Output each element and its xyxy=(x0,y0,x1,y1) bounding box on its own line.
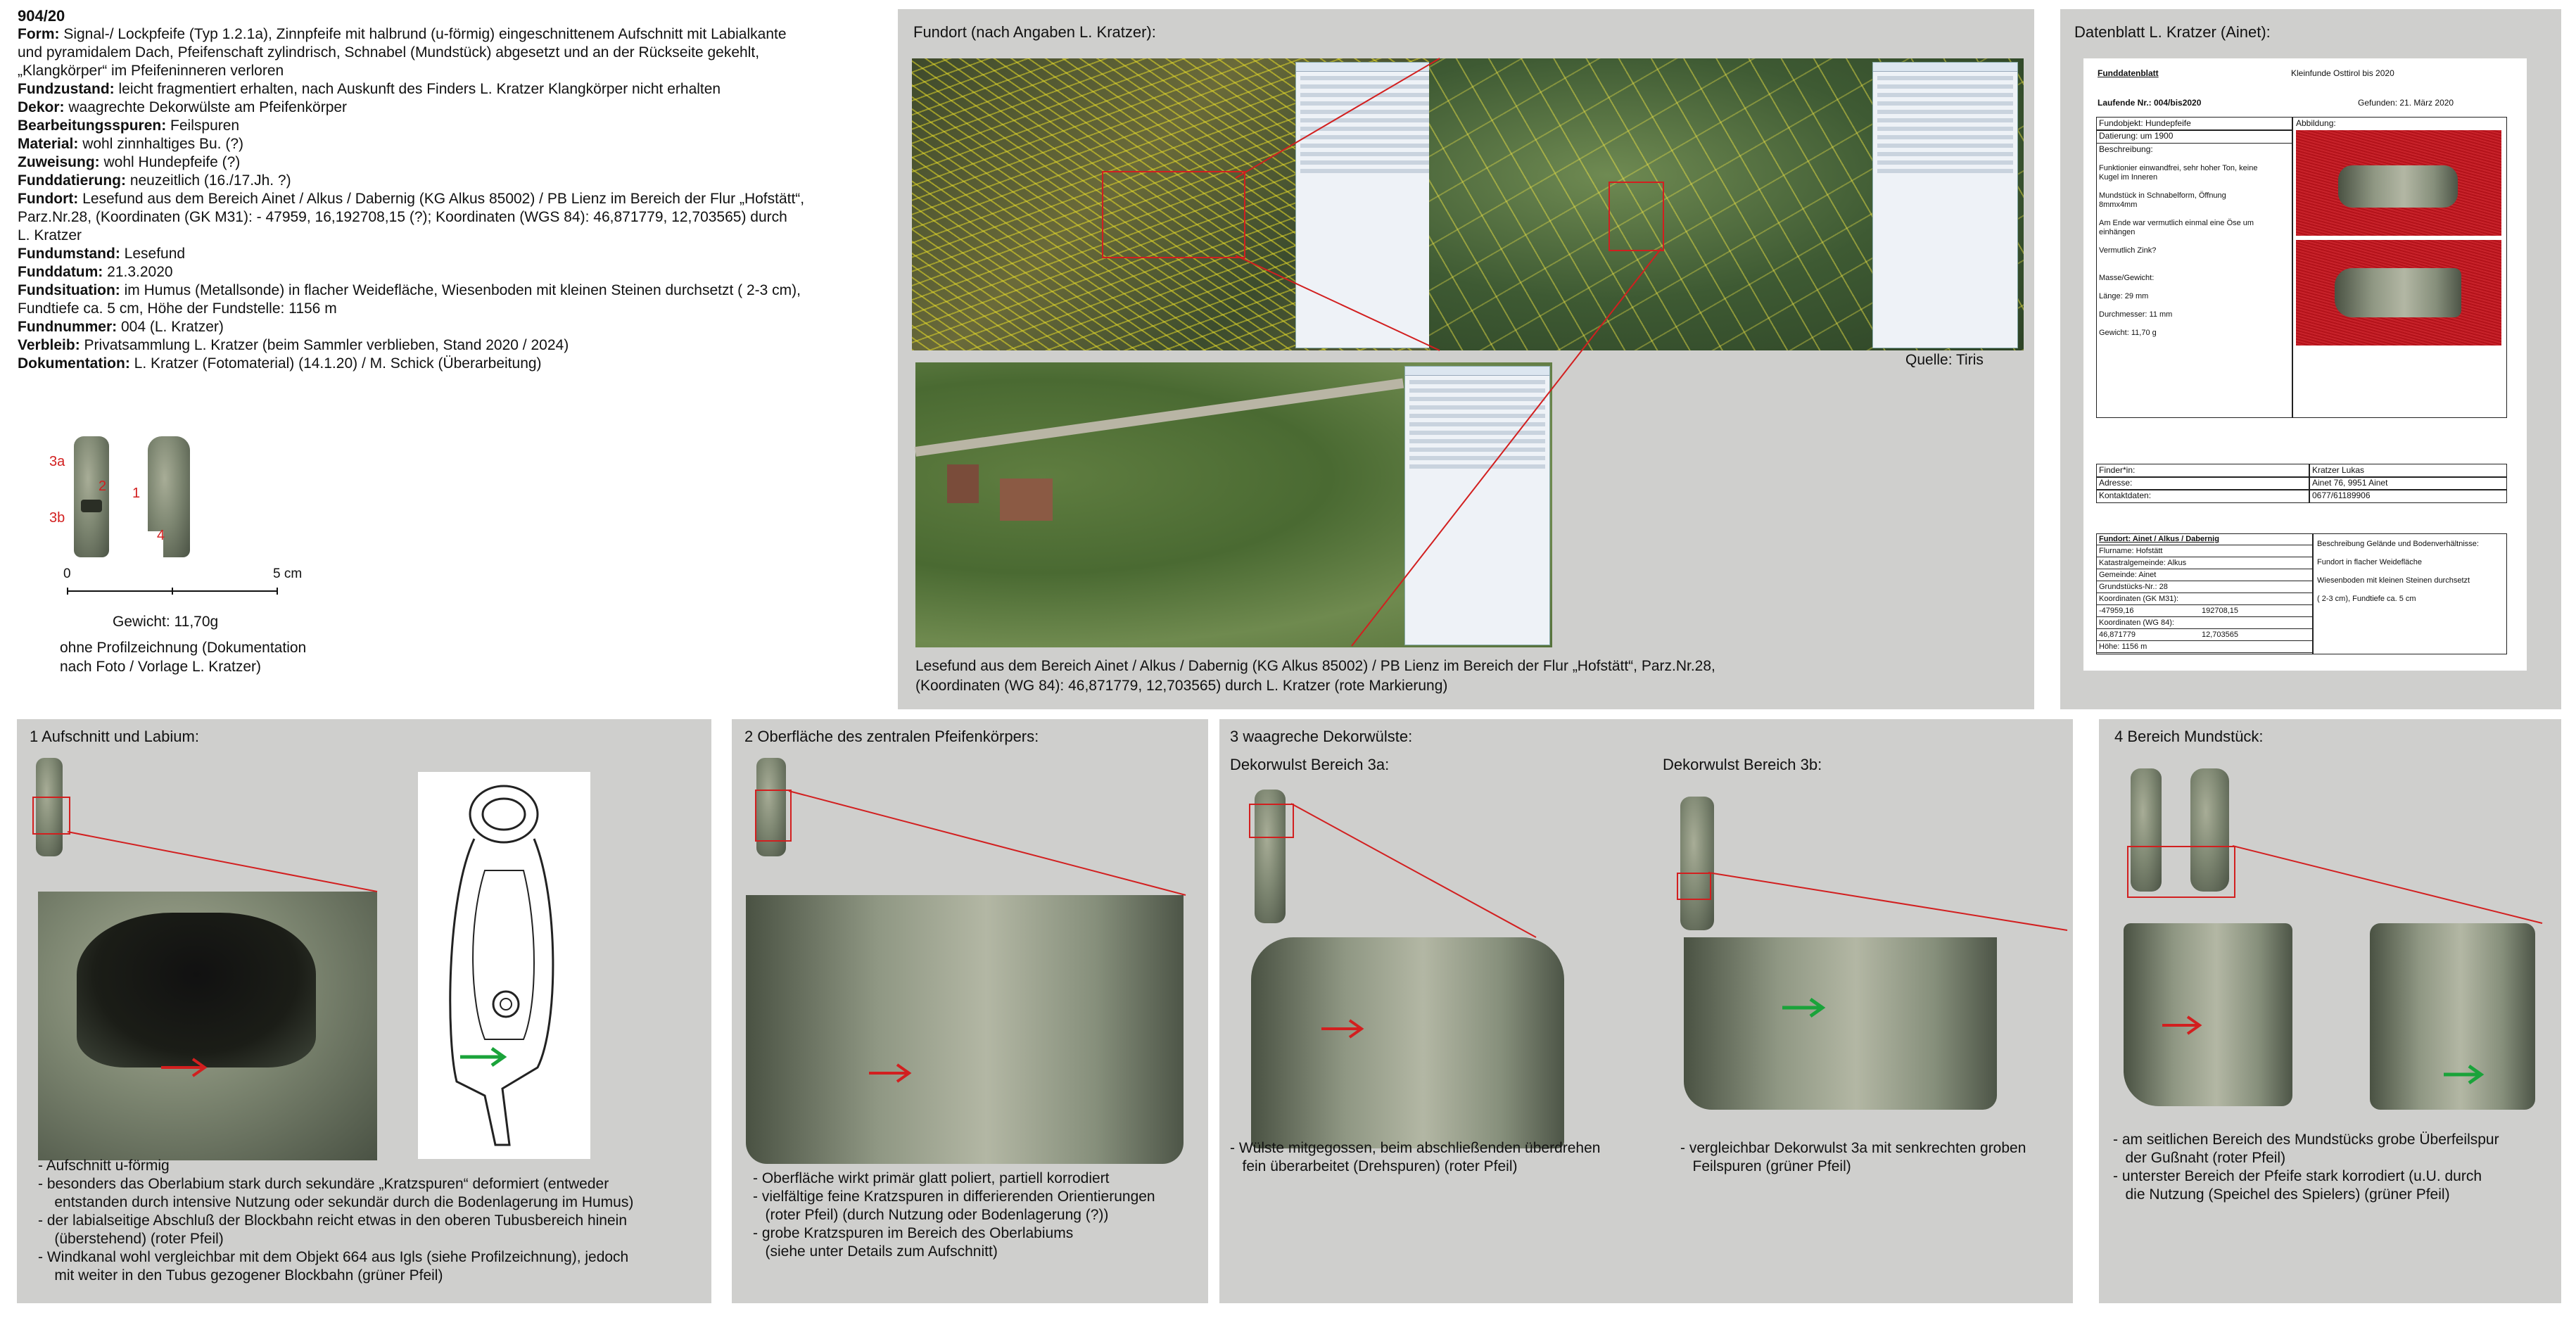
sheet-fundort-cell: 12,703565 xyxy=(2202,631,2238,639)
datenblatt-panel xyxy=(2060,9,2561,709)
sheet-desc-line: Länge: 29 mm xyxy=(2099,292,2149,300)
entry-field xyxy=(18,117,904,135)
bullet-line: - besonders das Oberlabium stark durch sekundäre „Kratzspuren“ deformiert (entweder xyxy=(38,1176,609,1192)
fundort-title: Fundort (nach Angaben L. Kratzer): xyxy=(913,23,1156,41)
entry-field xyxy=(18,263,904,281)
photo-whistle-1 xyxy=(2338,165,2458,208)
sheet-desc-line: 8mmx4mm xyxy=(2099,201,2138,209)
sheet-desc-line: Durchmesser: 11 mm xyxy=(2099,310,2173,319)
panel2-connector xyxy=(732,719,1189,902)
sheet-desc-line: einhängen xyxy=(2099,228,2136,236)
entry-field xyxy=(18,44,904,62)
bullet-line: - Wülste mitgegossen, beim abschließenden überdrehen xyxy=(1230,1140,1601,1156)
scale-bar xyxy=(67,588,278,595)
sheet-gelaende-line: Wiesenboden mit kleinen Steinen durchsetzt xyxy=(2317,576,2470,585)
sheet-fundort-cell: 46,871779 xyxy=(2099,631,2136,639)
entry-field xyxy=(18,355,904,373)
fundort-caption-1: Lesefund aus dem Bereich Ainet / Alkus / Dabernig (KG Alkus 85002) / PB Lienz im Bereich der Flur „Hofstätt“, Parz.Nr.28, xyxy=(915,658,1715,674)
bullet-line: - Windkanal wohl vergleichbar mit dem Objekt 664 aus Igls (siehe Profilzeichnung), jedoch xyxy=(38,1249,629,1265)
sheet-fundort-cell: Fundort: Ainet / Alkus / Dabernig xyxy=(2099,535,2219,543)
panel4-red-arrow xyxy=(2162,1015,2219,1036)
entry-field xyxy=(18,227,904,245)
entry-field xyxy=(18,80,904,99)
datenblatt-title: Datenblatt L. Kratzer (Ainet): xyxy=(2074,23,2271,41)
sheet-kontakt-value: 0677/61189906 xyxy=(2312,490,2371,500)
sheet-desc-line: Kugel im Inneren xyxy=(2099,173,2158,182)
entry-field-value: waagrechte Dekorwülste am Pfeifenkörper xyxy=(68,99,348,115)
entry-field-label: Verbleib: xyxy=(18,337,84,353)
sheet-fundort-cell: Grundstücks-Nr.: 28 xyxy=(2099,583,2168,591)
panel3-title: 3 waagreche Dekorwülste: xyxy=(1230,728,1413,745)
entry-field-label: Fundsituation: xyxy=(18,282,125,298)
sheet-fundort-row xyxy=(2096,593,2312,605)
profile-drawing-igls xyxy=(418,772,590,1159)
sheet-desc-line xyxy=(2099,283,2289,292)
bullet-line: Feilspuren (grüner Pfeil) xyxy=(1680,1158,1851,1174)
bullet-line: entstanden durch intensive Nutzung oder sekundär durch die Bodenlagerung im Humus) xyxy=(38,1194,634,1210)
panel3-sub-b: Dekorwulst Bereich 3b: xyxy=(1663,756,1822,773)
entry-field-label: Fundzustand: xyxy=(18,81,119,97)
panel4-green-arrow xyxy=(2444,1064,2500,1085)
panel-oberflaeche xyxy=(732,719,1208,1303)
entry-field-value: wohl Hundepfeife (?) xyxy=(103,154,241,170)
entry-field xyxy=(18,281,904,300)
sheet-fundort-row xyxy=(2096,581,2312,593)
entry-field xyxy=(18,99,904,117)
bullet-line: - grobe Kratzspuren im Bereich des Oberlabiums xyxy=(753,1225,1074,1241)
panel1-red-arrow xyxy=(161,1057,217,1078)
entry-field xyxy=(18,208,904,227)
sheet-datierung: Datierung: um 1900 xyxy=(2099,131,2174,141)
panel3-sub-a: Dekorwulst Bereich 3a: xyxy=(1230,756,1390,773)
sheet-fundort-cell: Flurname: Hofstätt xyxy=(2099,547,2163,555)
panel2-bullets xyxy=(753,1170,1155,1261)
entry-field xyxy=(18,25,904,44)
sheet-fundort-row xyxy=(2096,533,2312,545)
sheet-fundort-row xyxy=(2096,569,2312,581)
whistle-front-view xyxy=(74,436,109,557)
label-3b: 3b xyxy=(49,510,65,526)
map-connector-lines xyxy=(898,9,2034,709)
bullet-line: der Gußnaht (roter Pfeil) xyxy=(2113,1150,2286,1166)
whistle-opening xyxy=(81,500,102,512)
data-sheet xyxy=(2083,58,2527,671)
panel1-detail-photo xyxy=(38,892,377,1160)
bullet-line: die Nutzung (Speichel des Spielers) (grüner Pfeil) xyxy=(2113,1186,2450,1203)
panel1-bullets xyxy=(38,1157,633,1285)
entry-field-value: L. Kratzer xyxy=(18,227,82,243)
entry-fields xyxy=(18,25,904,373)
sheet-photo-1 xyxy=(2296,130,2501,236)
aufschnitt-opening xyxy=(77,913,316,1067)
sheet-desc-line: Am Ende war vermutlich einmal eine Öse um xyxy=(2099,219,2254,227)
sheet-fundort-cell: Höhe: 1156 m xyxy=(2099,642,2147,651)
drawing-note-2: nach Foto / Vorlage L. Kratzer) xyxy=(60,659,261,675)
sheet-fundort-row xyxy=(2096,617,2312,629)
entry-field xyxy=(18,153,904,172)
panel2-red-arrow xyxy=(869,1063,925,1084)
sheet-desc-line xyxy=(2099,301,2289,310)
sheet-head-center: Kleinfunde Osttirol bis 2020 xyxy=(2291,68,2394,78)
bullet-line: - am seitlichen Bereich des Mundstücks grobe Überfeilspur xyxy=(2113,1132,2499,1148)
sheet-fundort-cell: Katastralgemeinde: Alkus xyxy=(2099,559,2187,567)
sheet-adresse-label: Adresse: xyxy=(2099,478,2133,488)
sheet-gelaende-line: Beschreibung Gelände und Bodenverhältnisse: xyxy=(2317,540,2479,548)
sheet-desc-line: Mundstück in Schnabelform, Öffnung xyxy=(2099,191,2226,200)
entry-field-label: Dekor: xyxy=(18,99,69,115)
sheet-desc-line: Funktionier einwandfrei, sehr hoher Ton, keine xyxy=(2099,164,2258,172)
entry-field-value: Parz.Nr.28, (Koordinaten (GK M31): - 47959, 16,192708,15 (?); Koordinaten (WGS 84): 46,871779, 12,703565) durch xyxy=(18,209,787,225)
sheet-fundort-cell: Koordinaten (GK M31): xyxy=(2099,595,2179,603)
entry-field-label: Fundumstand: xyxy=(18,246,125,262)
entry-field-label: Fundnummer: xyxy=(18,319,121,335)
panel4-title: 4 Bereich Mundstück: xyxy=(2114,728,2264,745)
panel4-bullets xyxy=(2113,1131,2499,1204)
sheet-description xyxy=(2099,164,2289,338)
bullet-line: - unterster Bereich der Pfeife stark korrodiert (u.U. durch xyxy=(2113,1168,2482,1184)
bullet-line: - Aufschnitt u-förmig xyxy=(38,1158,170,1174)
sheet-finder-value: Kratzer Lukas xyxy=(2312,465,2365,475)
entry-field-value: im Humus (Metallsonde) in flacher Weidefläche, Wiesenboden mit kleinen Steinen durchsetzt ( 2-3 cm), xyxy=(124,282,801,298)
sheet-fundort-cell: Gemeinde: Ainet xyxy=(2099,571,2157,579)
sheet-fundort-rows xyxy=(2096,533,2312,653)
sheet-fundobjekt: Fundobjekt: Hundepfeife xyxy=(2099,118,2191,128)
bullet-line: fein überarbeitet (Drehspuren) (roter Pfeil) xyxy=(1230,1158,1518,1174)
entry-field-label: Zuweisung: xyxy=(18,154,104,170)
panel-mundstueck xyxy=(2099,719,2561,1303)
sheet-gefunden: Gefunden: 21. März 2020 xyxy=(2358,98,2454,108)
entry-field-label: Funddatum: xyxy=(18,264,108,280)
sheet-gelaende-line: Fundort in flacher Weidefläche xyxy=(2317,558,2422,566)
scale-zero: 0 xyxy=(63,566,71,581)
photo-whistle-2 xyxy=(2335,268,2461,317)
map-source: Quelle: Tiris xyxy=(1905,352,1984,368)
entry-field-value: und pyramidalem Dach, Pfeifenschaft zylindrisch, Schnabel (Mundstück) abgesetzt und an der Rückseite gekehlt, xyxy=(18,44,760,61)
sheet-fundort-row xyxy=(2096,629,2312,641)
weight: Gewicht: 11,70g xyxy=(113,614,219,630)
panel-aufschnitt xyxy=(17,719,711,1303)
fundort-panel xyxy=(898,9,2034,709)
profile-drawing-svg xyxy=(418,772,590,1159)
bullet-line: - vielfältige feine Kratzspuren in differierenden Orientierungen xyxy=(753,1189,1155,1205)
label-3a: 3a xyxy=(49,454,65,469)
entry-field-value: Lesefund xyxy=(124,246,186,262)
entry-field-value: leicht fragmentiert erhalten, nach Auskunft des Finders L. Kratzer Klangkörper nicht erhalten xyxy=(118,81,721,97)
sheet-fundort-cell: 192708,15 xyxy=(2202,607,2238,615)
sheet-desc-line xyxy=(2099,237,2289,246)
entry-field-value: „Klangkörper“ im Pfeifeninneren verloren xyxy=(18,63,284,79)
entry-field xyxy=(18,336,904,355)
panel1-title: 1 Aufschnitt und Labium: xyxy=(30,728,199,745)
entry-field-value: neuzeitlich (16./17.Jh. ?) xyxy=(129,172,291,189)
entry-field-value: Privatsammlung L. Kratzer (beim Sammler verblieben, Stand 2020 / 2024) xyxy=(84,337,569,353)
sheet-desc-line: Gewicht: 11,70 g xyxy=(2099,329,2157,337)
sheet-fundort-row xyxy=(2096,545,2312,557)
sheet-abbildung: Abbildung: xyxy=(2296,118,2336,128)
sheet-gelaende-line: ( 2-3 cm), Fundtiefe ca. 5 cm xyxy=(2317,595,2416,603)
entry-field-value: 004 (L. Kratzer) xyxy=(121,319,224,335)
entry-field-value: Fundtiefe ca. 5 cm, Höhe der Fundstelle: 1156 m xyxy=(18,300,337,317)
panel3b-green-arrow xyxy=(1782,997,1839,1018)
sheet-desc-line xyxy=(2099,182,2289,191)
sheet-gelaende-line xyxy=(2317,549,2500,558)
panel3a-bullets xyxy=(1230,1139,1600,1176)
drawing-note-1: ohne Profilzeichnung (Dokumentation xyxy=(60,640,307,656)
entry-field-label: Fundort: xyxy=(18,191,83,207)
entry-field xyxy=(18,318,904,336)
panel4-connector xyxy=(2099,719,2561,944)
sheet-desc-line xyxy=(2099,210,2289,219)
panel3b-connector xyxy=(1219,719,2073,944)
entry-field-label: Dokumentation: xyxy=(18,355,134,372)
panel3a-detail-photo xyxy=(1251,937,1564,1148)
sheet-fundort-cell: Koordinaten (WG 84): xyxy=(2099,619,2174,627)
sheet-kontakt-label: Kontaktdaten: xyxy=(2099,490,2152,500)
label-1: 1 xyxy=(132,486,141,501)
catalogue-entry xyxy=(18,7,904,373)
sheet-fundort-row xyxy=(2096,557,2312,569)
entry-field-value: Signal-/ Lockpfeife (Typ 1.2.1a), Zinnpfeife mit halbrund (u-förmig) eingeschnittenem Aufschnitt mit Labialkante xyxy=(63,26,787,42)
panel3b-detail-photo xyxy=(1684,937,1997,1110)
bullet-line: - Oberfläche wirkt primär glatt poliert, partiell korrodiert xyxy=(753,1170,1110,1186)
bullet-line: (roter Pfeil) (durch Nutzung oder Bodenlagerung (?)) xyxy=(753,1207,1109,1223)
sheet-gelaende-line xyxy=(2317,567,2500,576)
panel3a-red-arrow xyxy=(1321,1018,1378,1039)
sheet-desc-line: Masse/Gewicht: xyxy=(2099,274,2155,282)
entry-field xyxy=(18,245,904,263)
label-4: 4 xyxy=(157,528,165,543)
sheet-beschreibung: Beschreibung: xyxy=(2099,144,2153,154)
entry-field-label: Form: xyxy=(18,26,64,42)
scale-five: 5 cm xyxy=(273,566,303,581)
entry-field-value: wohl zinnhaltiges Bu. (?) xyxy=(82,136,243,152)
sheet-finder-label: Finder*in: xyxy=(2099,465,2136,475)
sheet-fundort-row xyxy=(2096,641,2312,653)
sheet-laufende: Laufende Nr.: 004/bis2020 xyxy=(2098,98,2202,108)
entry-field-value: Lesefund aus dem Bereich Ainet / Alkus / Dabernig (KG Alkus 85002) / PB Lienz im Bereich der Flur „Hofstätt“, xyxy=(82,191,805,207)
entry-field xyxy=(18,62,904,80)
object-figure xyxy=(42,433,338,686)
panel2-title: 2 Oberfläche des zentralen Pfeifenkörpers: xyxy=(744,728,1039,745)
entry-field-label: Material: xyxy=(18,136,83,152)
sheet-desc-line xyxy=(2099,265,2289,274)
sheet-head-left: Funddatenblatt xyxy=(2098,68,2159,78)
entry-field xyxy=(18,300,904,318)
label-2: 2 xyxy=(99,479,107,494)
bullet-line: mit weiter in den Tubus gezogener Blockbahn (grüner Pfeil) xyxy=(38,1267,443,1284)
sheet-photo-2 xyxy=(2296,240,2501,346)
entry-field-value: L. Kratzer (Fotomaterial) (14.1.20) / M. Schick (Überarbeitung) xyxy=(134,355,542,372)
sheet-gelaende xyxy=(2317,540,2500,604)
bullet-line: - vergleichbar Dekorwulst 3a mit senkrechten groben xyxy=(1680,1140,2026,1156)
sheet-desc-line xyxy=(2099,319,2289,329)
sheet-fundort-row xyxy=(2096,605,2312,617)
sheet-fundort-cell: -47959,16 xyxy=(2099,607,2134,615)
entry-id: 904/20 xyxy=(18,7,65,25)
panel3b-bullets xyxy=(1680,1139,2026,1176)
panel2-detail-photo xyxy=(746,895,1184,1164)
sheet-gelaende-line xyxy=(2317,585,2500,595)
entry-field-label: Bearbeitungsspuren: xyxy=(18,118,171,134)
entry-field xyxy=(18,135,904,153)
sheet-adresse-value: Ainet 76, 9951 Ainet xyxy=(2312,478,2388,488)
panel1-green-arrow xyxy=(460,1046,516,1067)
entry-field xyxy=(18,190,904,208)
bullet-line: (siehe unter Details zum Aufschnitt) xyxy=(753,1243,998,1260)
bullet-line: - der labialseitige Abschluß der Blockbahn reicht etwas in den oberen Tubusbereich hinein xyxy=(38,1212,628,1229)
panel-dekorwuelste xyxy=(1219,719,2073,1303)
entry-field-value: Feilspuren xyxy=(170,118,240,134)
entry-field xyxy=(18,172,904,190)
panel1-connector xyxy=(17,719,383,902)
sheet-desc-line: Vermutlich Zink? xyxy=(2099,246,2157,255)
bullet-line: (überstehend) (roter Pfeil) xyxy=(38,1231,224,1247)
entry-field-label: Funddatierung: xyxy=(18,172,130,189)
sheet-desc-line xyxy=(2099,255,2289,265)
fundort-caption-2: (Koordinaten (WG 84): 46,871779, 12,703565) durch L. Kratzer (rote Markierung) xyxy=(915,678,1448,694)
entry-field-value: 21.3.2020 xyxy=(107,264,173,280)
